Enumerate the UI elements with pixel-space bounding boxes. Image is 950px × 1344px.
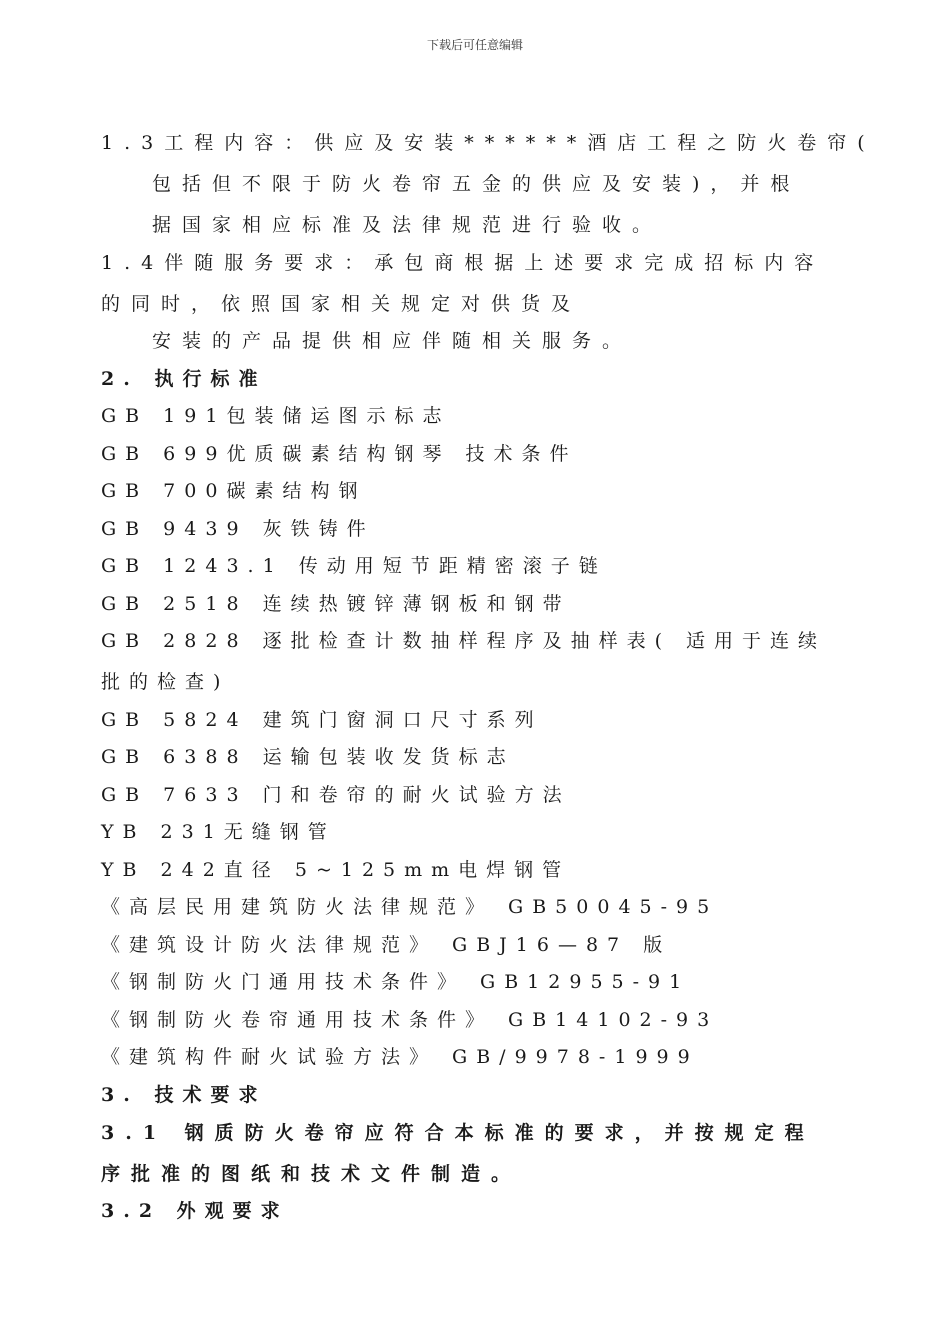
- standard-item-continued: 批的检查): [101, 671, 230, 693]
- standard-item: 《钢制防火卷帘通用技术条件》 GB14102-93: [101, 1009, 719, 1031]
- standard-item: GB 6388 运输包装收发货标志: [101, 746, 515, 768]
- standard-item: 《高层民用建筑防火法律规范》 GB50045-95: [101, 896, 719, 918]
- section-3-heading: 3. 技术要求: [101, 1084, 267, 1106]
- standard-item: YB 242直径 5~125mm电焊钢管: [101, 859, 571, 881]
- standard-item: GB 7633 门和卷帘的耐火试验方法: [101, 784, 571, 806]
- standard-item: GB 9439 灰铁铸件: [101, 518, 375, 540]
- standard-item: GB 2518 连续热镀锌薄钢板和钢带: [101, 593, 571, 615]
- standard-item: GB 1243.1 传动用短节距精密滚子链: [101, 555, 607, 577]
- standard-item: 《钢制防火门通用技术条件》 GB12955-91: [101, 971, 691, 993]
- section-1-4-line-1: 1.4伴随服务要求：承包商根据上述要求完成招标内容: [101, 252, 825, 274]
- section-1-4-line-3: 安装的产品提供相应伴随相关服务。: [152, 330, 633, 352]
- section-1-4-line-2: 的同时，依照国家相关规定对供货及: [101, 293, 582, 315]
- standard-item: 《建筑设计防火法律规范》 GBJ16—87 版: [101, 934, 672, 956]
- section-1-3-line-1: 1.3工程内容：供应及安装******酒店工程之防火卷帘(: [101, 132, 876, 154]
- section-1-3-line-3: 据国家相应标准及法律规范进行验收。: [152, 214, 663, 236]
- section-3-1-line-2: 序批准的图纸和技术文件制造。: [101, 1163, 522, 1185]
- section-3-1-line-1: 3.1 钢质防火卷帘应符合本标准的要求，并按规定程: [101, 1122, 815, 1144]
- section-3-2-heading: 3.2 外观要求: [101, 1200, 289, 1222]
- standard-item: YB 231无缝钢管: [101, 821, 336, 843]
- section-2-heading: 2. 执行标准: [101, 368, 267, 390]
- standard-item: GB 5824 建筑门窗洞口尺寸系列: [101, 709, 543, 731]
- standard-item: GB 699优质碳素结构钢琴 技术条件: [101, 443, 578, 465]
- section-1-3-line-2: 包括但不限于防火卷帘五金的供应及安装)，并根: [152, 173, 801, 195]
- standard-item: GB 700碳素结构钢: [101, 480, 367, 502]
- standard-item: GB 191包装储运图示标志: [101, 405, 451, 427]
- standard-item: GB 2828 逐批检查计数抽样程序及抽样表( 适用于连续: [101, 630, 827, 652]
- standard-item: 《建筑构件耐火试验方法》 GB/9978-1999: [101, 1046, 699, 1068]
- page-header: 下载后可任意编辑: [426, 38, 523, 52]
